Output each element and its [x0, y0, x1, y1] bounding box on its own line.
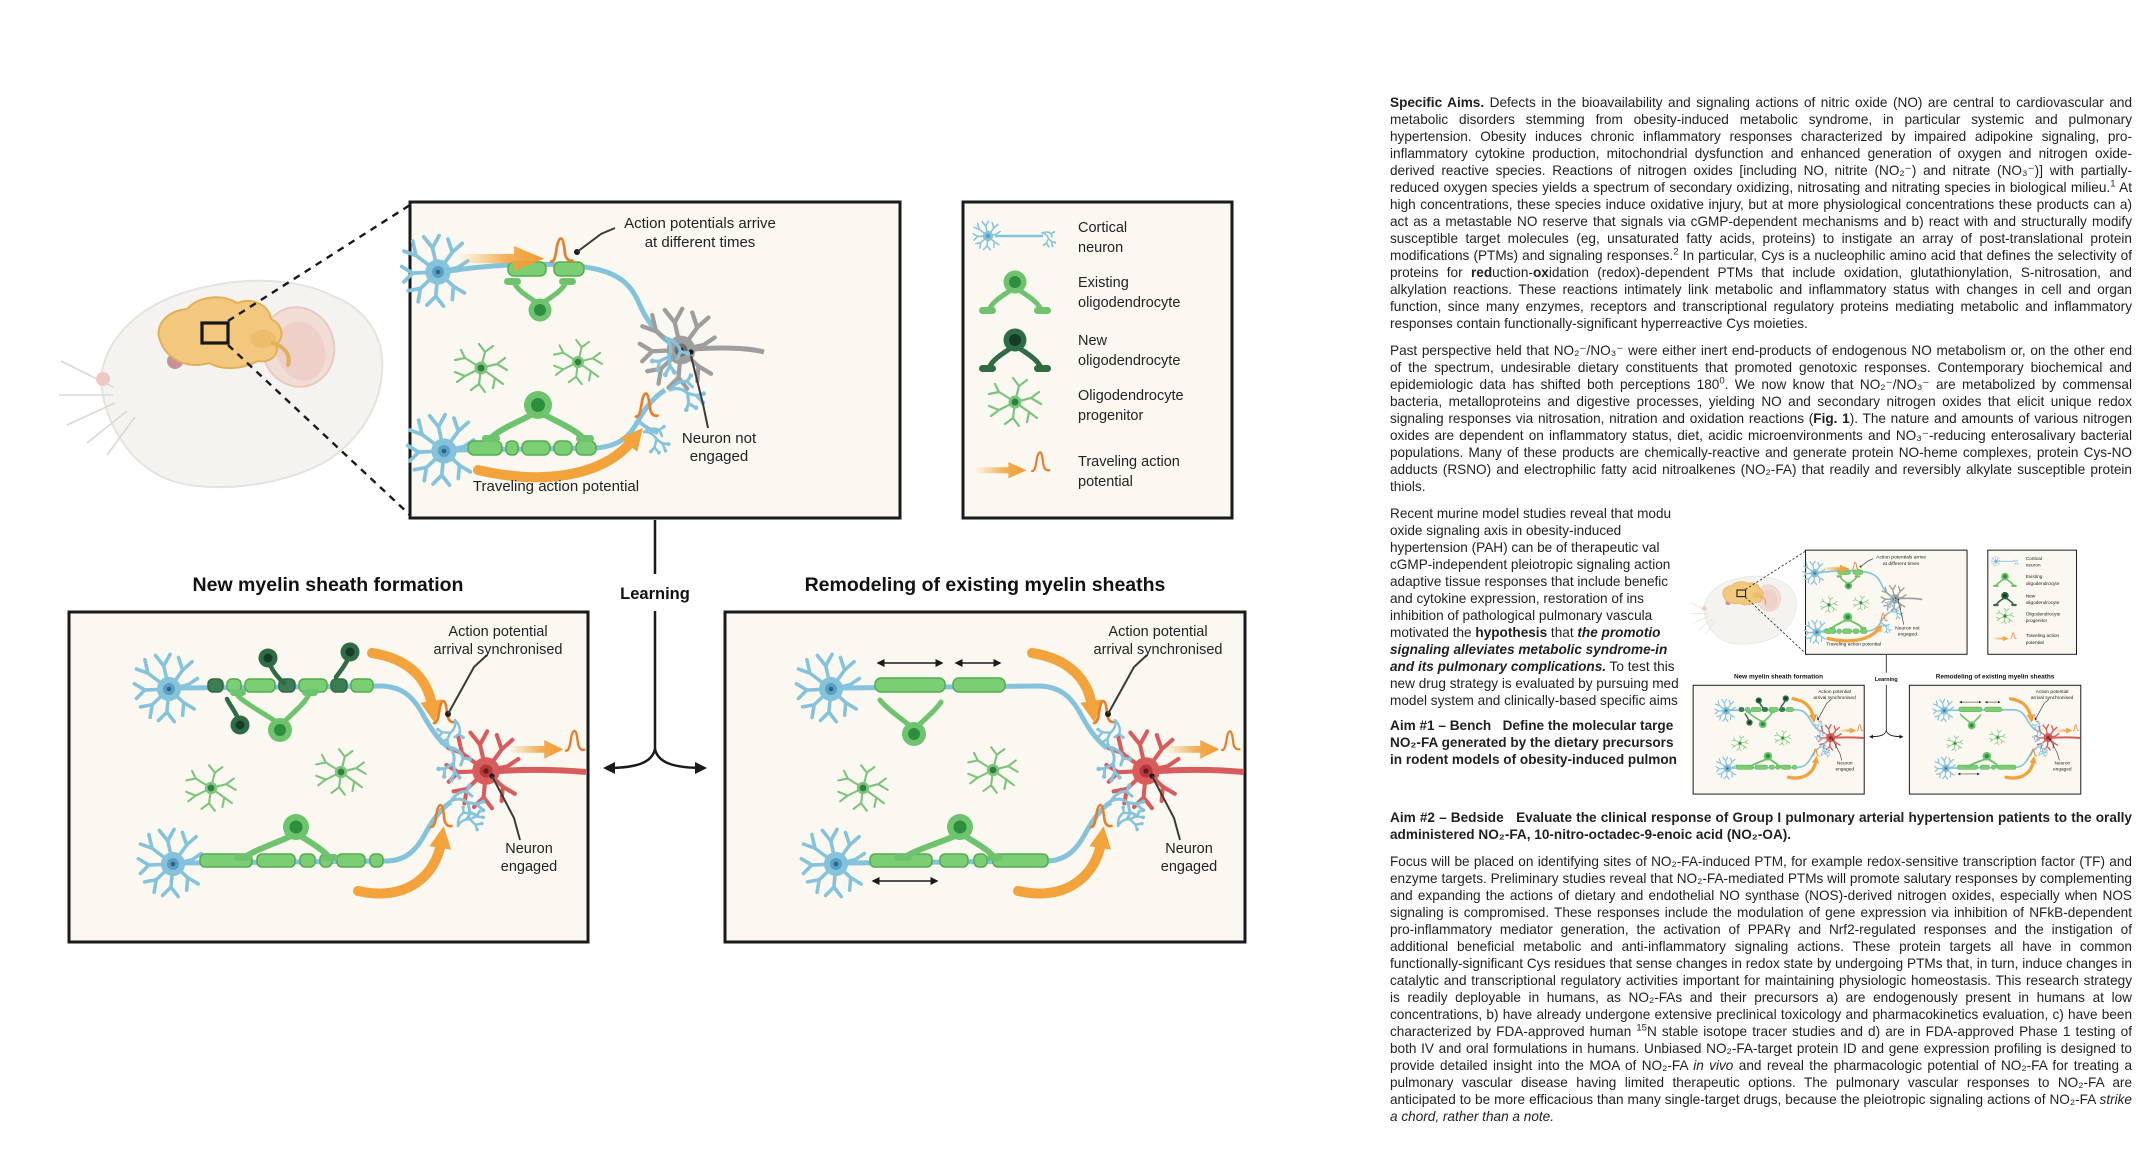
wrapped-line: Recent murine model studies reveal that modu [1390, 506, 1672, 521]
paragraph-specific-aims: Specific Aims. Defects in the bioavailability and signaling actions of nitric oxide (NO) are central to cardiovascular and metabolic disorders stemming from obesity-induced metabolic syndrome, in particular systemic and pulmonary hypertension. Obesity induces chronic inflammatory responses characterized by impaired adipokine signaling, pro-inflammatory cytokine production, mitochondrial dysfunction and enhanced generation of oxygen and nitrogen oxide-derived reactive species. Reactions of nitrogen oxides [including NO, nitrite (NO₂⁻) and nitrate (NO₃⁻)] with partially-reduced oxygen species yields a spectrum of secondary oxidizing, nitrosating and nitrating species in biological milieu.$^1$ At high concentrations, these species induce oxidative injury, but at more physiological concentrations these products can a) act as a metastable NO reserve that signals via cGMP-dependent mechanisms and b) react with and structurally modify susceptible target molecules (eg, unsaturated fatty acids, proteins) to instigate an array of post-translational protein modifications (PTMs) and signaling responses.$^2$ In particular, Cys is a nucleophilic amino acid that defines the selectivity of proteins for reduction-oxidation (redox)-dependent PTMs that include oxidation, glutathionylation, S-nitrosation, and alkylation reactions. These reactions intimately link metabolic and inflammatory status with changes in cell and organ function, since many enzymes, receptors and transcriptional regulatory proteins mediating metabolic and inflammatory responses contain functionally-significant hyperreactive Cys moieties. [1390, 95, 2133, 331]
label-engaged-2: engaged [500, 859, 558, 875]
label-engaged-2: engaged [1160, 859, 1218, 875]
wrapped-line: hypertension (PAH) can be of therapeutic val [1390, 540, 1660, 555]
wrapped-line: signaling alleviates metabolic syndrome-in [1390, 642, 1668, 657]
top-box-action-potentials [402, 202, 900, 518]
panel-remodeling-existing [725, 574, 1245, 942]
label-engaged: Neuron [505, 841, 553, 857]
figure-1-embedded-thumbnail [1682, 533, 2084, 800]
wrapped-line: and cytokine expression, restoration of ins [1390, 591, 1644, 606]
wrapped-line: cGMP-independent pleiotropic signaling action [1390, 557, 1671, 572]
panel-frame [725, 612, 1245, 942]
legend-label: progenitor [1078, 408, 1144, 424]
learning-label: Learning [620, 585, 690, 603]
myelin-sheath-row [200, 854, 383, 867]
figure-legend [963, 202, 1232, 518]
legend-label: New [1078, 333, 1108, 349]
label-not-engaged-2: engaged [689, 448, 749, 465]
wrapped-line: new drug strategy is evaluated by pursuing med [1390, 676, 1679, 691]
legend-label: Cortical [1078, 220, 1128, 236]
legend-label: Existing [1078, 275, 1129, 291]
label-arrive: Action potentials arrive [624, 215, 776, 232]
learning-connector [606, 520, 704, 768]
legend-label: potential [1078, 474, 1133, 490]
myelin-segment-long [953, 678, 1005, 692]
wrapped-line: oxide signaling axis in obesity-induced [1390, 523, 1622, 538]
label-arrive-2: at different times [644, 234, 756, 251]
aim1-line: NO₂-FA generated by the dietary precursors [1390, 735, 1674, 750]
figure-wrap-block [1390, 505, 2132, 809]
mouse-nose [96, 372, 110, 386]
label-engaged: Neuron [1165, 841, 1213, 857]
myelin-learning-figure [40, 150, 1250, 960]
mouse-head-illustration [59, 281, 382, 487]
myelin-segment [554, 262, 584, 276]
label-traveling: Traveling action potential [472, 478, 640, 495]
panel-title: Remodeling of existing myelin sheaths [804, 574, 1166, 596]
red-axon [499, 770, 586, 772]
panel-title: New myelin sheath formation [192, 574, 464, 596]
aim1-line: Aim #1 – Bench Define the molecular targe [1390, 718, 1674, 733]
label-ap-sync: Action potential [1108, 624, 1208, 640]
legend-label: oligodendrocyte [1078, 353, 1181, 369]
specific-aims-document [1390, 60, 2132, 1135]
label-ap-sync-2: arrival synchronised [433, 642, 563, 658]
myelin-sheath-row [468, 441, 596, 455]
paragraph-past-perspective: Past perspective held that NO₂⁻/NO₃⁻ were either inert end-products of endogenous NO metabolism or, on the other end of the spectrum, undesirable dietary constituents that promoted genotoxic responses. Contemporary biochemical and epidemiologic data has shifted both perceptions $180^0$. We now know that NO₂⁻/NO₃⁻ are metabolized by commensal bacteria, metalloproteins and digestive processes, yielding NO and secondary nitrogen oxides that elicit unique redox signaling responses via nitrosation, nitration and oxidation reactions (Fig. 1). The nature and amounts of various nitrogen oxides are dependent on inflammatory status, diet, acidic microenvironments and NO₃⁻-reducing enterosalivary bacterial populations. Many of these products are chemically-reactive and generate protein NO-heme complexes, protein Cys-NO adducts (RSNO) and electrophilic fatty acid nitroalkenes (NO₂-FA) that readily and reversibly alkylate susceptible protein thiols. [1390, 343, 2132, 494]
myelin-segment-long [875, 678, 945, 692]
wrapped-line: model system and clinically-based specific aims [1390, 693, 1678, 708]
panel-new-myelin-formation [69, 574, 588, 942]
wrapped-line: motivated the hypothesis that the promotio [1390, 625, 1661, 640]
paragraph-focus: Focus will be placed on identifying sites of NO₂-FA-induced PTM, for example redox-sensitive transcription factor (TF) and enzyme targets. Preliminary studies reveal that NO₂-FA-mediated PTMs will promote salutary responses by complementing and expanding the actions of dietary and endothelial NO synthase (NOS)-derived nitrogen oxides, especially when NOS signaling is compromised. These responses include the modulation of gene expression via inhibition of NFkB-dependent pro-inflammatory mediator generation, the activation of PPARγ and Nrf2-regulated responses and the instigation of additional beneficial metabolic and anti-inflammatory signaling actions. These protein targets all have in common functionally-significant Cys residues that sense changes in redox state by undergoing PTMs that, in turn, induce changes in catalytic and transcriptional regulatory activities important for maintaining physiologic homeostasis. This research strategy is readily deployable in humans, as NO₂-FAs and their precursors a) are endogenously present in humans at low concentrations, b) have already undergone extensive preclinical toxicology and pharmacokinetics evaluation, c) have been characterized by FDA-approved human $^{15}$N stable isotope tracer studies and d) are in FDA-approved Phase 1 testing of both IV and oral formulations in humans. Unbiased NO₂-FA-target protein ID and gene expression profiling is designed to provide detailed insight into the MOA of NO₂-FA in vivo and reveal the pharmacologic potential of NO₂-FA for treating a pulmonary vascular disease having limited therapeutic options. The pulmonary vascular responses to NO₂-FA are anticipated to be more efficacious than many single-target drugs, because the pleiotropic signaling actions of NO₂-FA strike a chord, rather than a note. [1390, 854, 2133, 1124]
wrapped-line: inhibition of pathological pulmonary vascula [1390, 608, 1653, 623]
wrapped-line: adaptive tissue responses that include benefic [1390, 574, 1669, 589]
legend-label: Traveling action [1078, 454, 1180, 470]
wrapped-line: and its pulmonary complications. To test this [1390, 659, 1675, 674]
legend-label: Oligodendrocyte [1078, 388, 1184, 404]
aim1-line: in rodent models of obesity-induced pulmon [1390, 752, 1677, 767]
legend-label: oligodendrocyte [1078, 295, 1181, 311]
red-axon [1159, 770, 1244, 772]
legend-label: neuron [1078, 240, 1124, 256]
aim2-heading: Aim #2 – Bedside Evaluate the clinical response of Group I pulmonary arterial hypertension patients to the orally administered NO₂-FA, 10-nitro-octadec-9-enoic acid (NO₂-OA). [1390, 810, 2132, 842]
label-not-engaged: Neuron not [681, 430, 757, 447]
label-ap-sync-2: arrival synchronised [1093, 642, 1223, 658]
label-ap-sync: Action potential [448, 624, 548, 640]
